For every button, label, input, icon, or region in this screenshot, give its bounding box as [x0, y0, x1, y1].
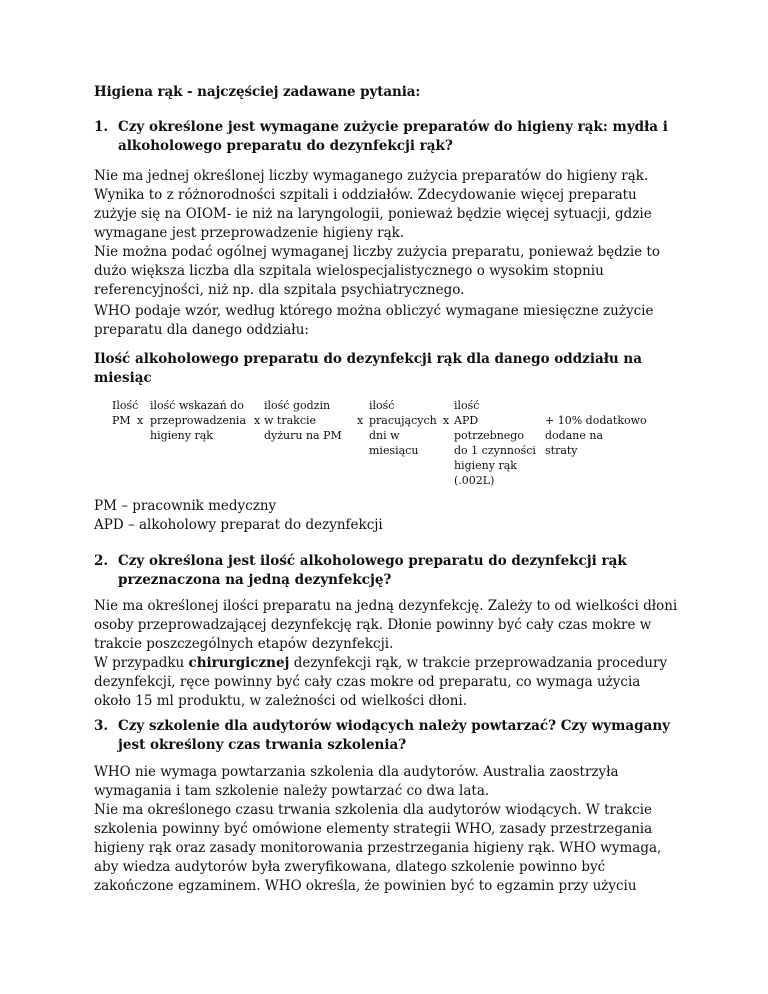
formula-col-pm: Ilość PM: [112, 399, 139, 427]
answer-2-bold-term: chirurgicznej: [188, 655, 290, 671]
question-2-text: Czy określona jest ilość alkoholowego preparatu do dezynfekcji rąk przeznaczona na jedną dezynfekcję?: [118, 553, 627, 588]
page-title: Higiena rąk - najczęściej zadawane pytania:: [94, 84, 421, 100]
answer-1-paragraph-2: Nie można podać ogólnej wymaganej liczby zużycia preparatu, ponieważ będzie to dużo większa liczba dla szpitala wielospecjalistycznego o wysokim stopniu referencyjności, niż np. dla szpitala psychiatrycznego.: [94, 244, 660, 298]
question-3-text: Czy szkolenie dla audytorów wiodących należy powtarzać? Czy wymagany jest określony czas trwania szkolenia?: [118, 718, 671, 753]
formula-op-4: x: [443, 414, 450, 427]
definitions: [94, 497, 383, 535]
question-2-number: 2.: [94, 553, 109, 569]
formula-op-3: x: [357, 414, 364, 427]
answer-2-pre: W przypadku: [94, 655, 189, 671]
answer-2-paragraph-2: [94, 654, 679, 711]
answer-3-paragraph-1: WHO nie wymaga powtarzania szkolenia dla audytorów. Australia zaostrzyła wymagania i tam szkolenie należy powtarzać co dwa lata.: [94, 764, 619, 799]
answer-2: [94, 597, 679, 711]
question-3-heading: [94, 717, 684, 755]
answer-2-post: dezynfekcji rąk, w trakcie przeprowadzania procedury dezynfekcji, ręce powinny być cały czas mokre od preparatu, co wymaga użycia około 15 ml produktu, w zależności od wielkości dłoni.: [94, 655, 668, 709]
question-1-text: Czy określone jest wymagane zużycie preparatów do higieny rąk: mydła i alkoholowego preparatu do dezynfekcji rąk?: [118, 119, 668, 154]
formula-col-days: ilość pracujących dni w miesiącu: [369, 399, 437, 457]
formula-col-apd: ilość APD potrzebnego do 1 czynności higieny rąk (.002L): [454, 399, 536, 487]
question-1-number: 1.: [94, 119, 109, 135]
formula-op-1: x: [137, 414, 144, 427]
answer-3-paragraph-2: Nie ma określonego czasu trwania szkolenia dla audytorów wiodących. W trakcie szkolenia powinny być omówione elementy strategii WHO, zasady przestrzegania higieny rąk oraz zasady monitorowania przestrzegania higieny rąk. WHO wymaga, aby wiedza audytorów była zweryfikowana, dlatego szkolenie powinno być zakończone egzaminem. WHO określa, że powinien być to egzamin przy użyciu: [94, 802, 662, 894]
formula-title: Ilość alkoholowego preparatu do dezynfekcji rąk dla danego oddziału na miesiąc: [94, 351, 642, 386]
answer-1: [94, 167, 679, 300]
answer-1-paragraph-1: Nie ma jednej określonej liczby wymaganego zużycia preparatów do higieny rąk. Wynika to z różnorodności szpitali i oddziałów. Zdecydowanie więcej preparatu zużyje się na OIOM- ie niż na laryngologii, ponieważ będzie więcej sytuacji, gdzie wymagane jest przeprowadzenie higieny rąk.: [94, 168, 652, 241]
question-1-heading: [94, 118, 684, 156]
formula-col-hours: ilość godzin w trakcie dyżuru na PM: [264, 399, 342, 442]
answer-3: [94, 763, 679, 896]
formula-col-indications: ilość wskazań do przeprowadzenia higieny rąk: [150, 399, 247, 442]
definition-apd: APD – alkoholowy preparat do dezynfekcji: [94, 517, 383, 533]
formula-op-2: x: [254, 414, 261, 427]
definition-pm: PM – pracownik medyczny: [94, 498, 277, 514]
question-2-heading: [94, 552, 684, 590]
who-formula-intro: WHO podaje wzór, według którego można obliczyć wymagane miesięczne zużycie preparatu dla danego oddziału:: [94, 303, 654, 338]
answer-2-paragraph-1: Nie ma określonej ilości preparatu na jedną dezynfekcję. Zależy to od wielkości dłoni osoby przeprowadzającej dezynfekcję rąk. Dłonie powinny być cały czas mokre w trakcie poszczególnych etapów dezynfekcji.: [94, 598, 678, 652]
question-3-number: 3.: [94, 718, 109, 734]
formula-col-extra: + 10% dodatkowo dodane na straty: [545, 414, 647, 457]
